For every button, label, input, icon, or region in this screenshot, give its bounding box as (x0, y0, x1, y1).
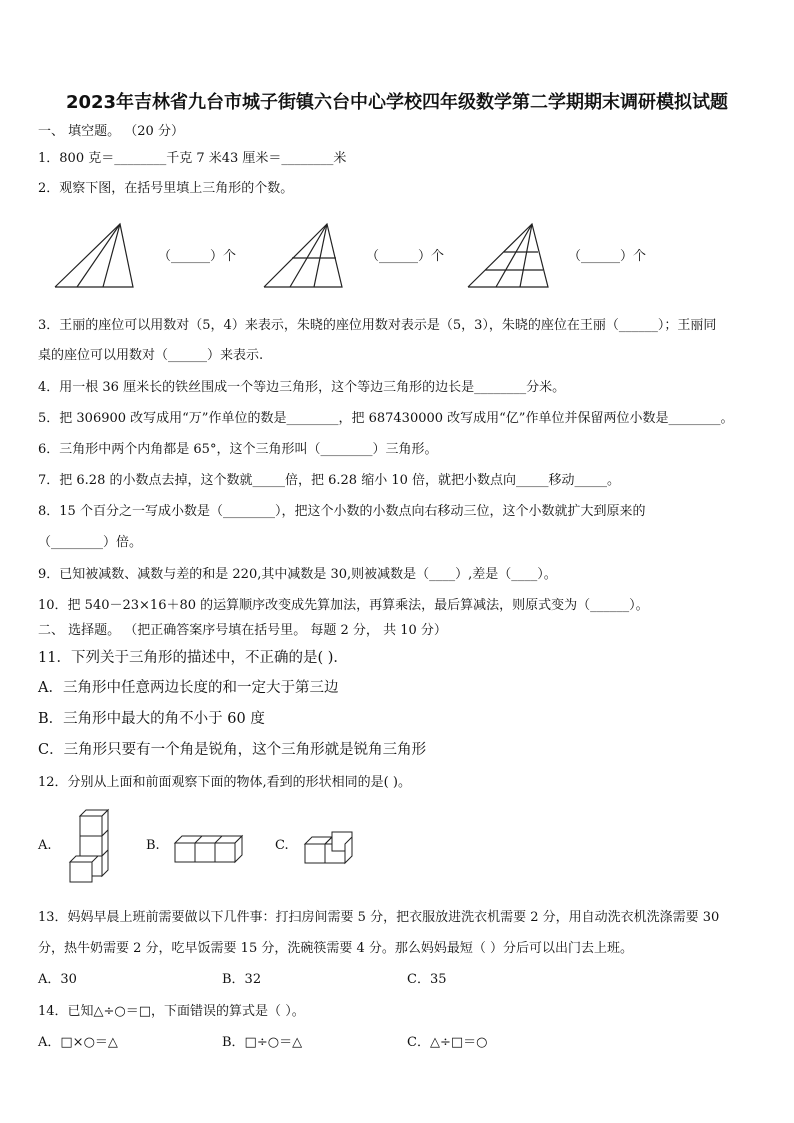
question-11-option-b: B．三角形中最大的角不小于 60 度 (38, 711, 265, 727)
cube-row-figure-b (173, 831, 243, 865)
triangle-figure-2 (264, 222, 344, 290)
question-14-option-c: C．△÷□＝○ (407, 1035, 488, 1050)
question-13-option-c: C．35 (407, 972, 447, 987)
question-6: 6．三角形中两个内角都是 65°，这个三角形叫（________）三角形。 (38, 442, 438, 457)
question-2-blank-1: （______）个 (158, 249, 237, 264)
question-10: 10．把 540－23×16＋80 的运算顺序改变成先算加法，再算乘法，最后算减法，则原式变为（______）。 (38, 598, 649, 613)
question-4: 4．用一根 36 厘米长的铁丝围成一个等边三角形，这个等边三角形的边长是________分米。 (38, 380, 566, 395)
question-8-line-1: 8．15 个百分之一写成小数是（________），把这个小数的小数点向右移动三位，这个小数就扩大到原来的 (38, 504, 646, 519)
cube-stack-figure-c (303, 830, 355, 866)
cube-stack-figure-a (68, 808, 108, 884)
question-12-label-b: B. (146, 838, 160, 853)
question-3-line-1: 3．王丽的座位可以用数对（5，4）来表示，朱晓的座位用数对表示是（5，3），朱晓的座位在王丽（______）；王丽同 (38, 318, 717, 333)
page-title: 2023年吉林省九台市城子街镇六台中心学校四年级数学第二学期期末调研模拟试题 (65, 92, 729, 113)
question-14-option-a: A．□×○＝△ (38, 1035, 118, 1050)
question-2-blank-2: （______）个 (366, 249, 445, 264)
question-12-label-c: C. (275, 838, 289, 853)
triangle-figure-3 (468, 222, 550, 290)
question-14-option-b: B．□÷○＝△ (222, 1035, 303, 1050)
question-13-option-b: B．32 (222, 972, 262, 987)
question-5: 5．把 306900 改写成用“万”作单位的数是________，把 687430000 改写成用“亿”作单位并保留两位小数是________。 (38, 411, 734, 426)
question-2: 2．观察下图，在括号里填上三角形的个数。 (38, 181, 294, 196)
question-8-line-2: （________）倍。 (38, 535, 143, 550)
question-11-option-c: C．三角形只要有一个角是锐角，这个三角形就是锐角三角形 (38, 742, 427, 758)
question-12-label-a: A. (38, 838, 52, 853)
section-choice-heading: 二、 选择题。 （把正确答案序号填在括号里。 每题 2 分， 共 10 分） (38, 623, 447, 638)
question-14: 14．已知△÷○＝□，下面错误的算式是（ ）。 (38, 1004, 305, 1019)
question-13-line-1: 13．妈妈早晨上班前需要做以下几件事：打扫房间需要 5 分，把衣服放进洗衣机需要 2 分，用自动洗衣机洗涤需要 30 (38, 910, 720, 925)
question-12: 12．分别从上面和前面观察下面的物体,看到的形状相同的是( )。 (38, 775, 411, 790)
question-13-option-a: A．30 (38, 972, 77, 987)
question-3-line-2: 桌的座位可以用数对（______）来表示. (38, 348, 264, 363)
question-2-blank-3: （______）个 (568, 249, 647, 264)
question-11-option-a: A．三角形中任意两边长度的和一定大于第三边 (38, 680, 339, 696)
section-fill-blank-heading: 一、 填空题。 （20 分） (38, 124, 184, 139)
question-13-line-2: 分，热牛奶需要 2 分，吃早饭需要 15 分，洗碗筷需要 4 分。那么妈妈最短（ ）分后可以出门去上班。 (38, 941, 634, 956)
question-9: 9．已知被减数、减数与差的和是 220,其中减数是 30,则被减数是（____）,差是（____）。 (38, 567, 557, 582)
question-7: 7．把 6.28 的小数点去掉，这个数就_____倍，把 6.28 缩小 10 倍，就把小数点向_____移动_____。 (38, 473, 620, 488)
question-1: 1．800 克＝________千克 7 米43 厘米＝________米 (38, 151, 347, 166)
question-11: 11．下列关于三角形的描述中，不正确的是( )． (38, 650, 348, 666)
triangle-figure-1 (55, 222, 135, 290)
